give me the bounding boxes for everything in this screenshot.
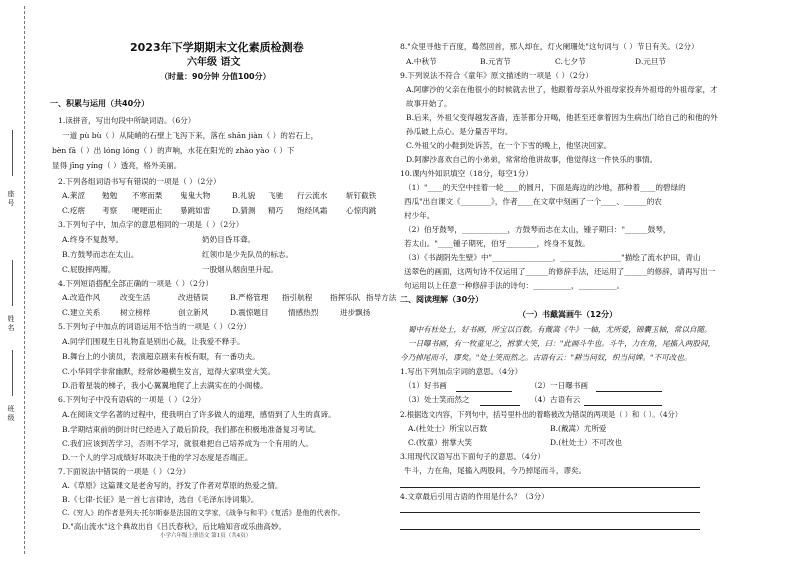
q8-option-a[interactable]: A.中秋节 bbox=[406, 57, 437, 66]
q9-option-c[interactable]: C.外祖父的小鞋到处诉苦，在一个下雪的晚上，他坚决回家。 bbox=[406, 141, 612, 150]
q9-option-a2: 故事开始了。 bbox=[406, 99, 452, 108]
passage-line3: 今乃掉尾而斗，谬矣。"处士笑而然之。古语有云："耕当问奴，织当问婢。"不可改也。 bbox=[400, 353, 692, 362]
q8-option-c[interactable]: C.七夕节 bbox=[555, 57, 586, 66]
q14-answer-line2[interactable] bbox=[400, 520, 700, 530]
q11-item1: （1）好书画 bbox=[404, 381, 447, 390]
q1-line3: 显得 jīng yíng（ ）透亮，格外美丽。 bbox=[52, 161, 182, 170]
passage-line1: 蜀中有杜处士，好书画，所宝以百数。有戴嵩《牛》一轴，尤所爱，锦囊玉轴，常以自随。 bbox=[408, 325, 712, 334]
q11-answer4[interactable] bbox=[584, 396, 662, 406]
q7-option-c[interactable]: C.《穷人》的作者是列夫·托尔斯泰是法国的文学家，《战争与和平》《复活》是他的代表作。 bbox=[62, 509, 345, 517]
q5-option-a[interactable]: A.同学们围观生日礼物直是别出心裁，让我爱不释手。 bbox=[62, 337, 245, 346]
q13-stem: 3.用现代汉语写出下面句子的意思。（4分） bbox=[400, 452, 545, 461]
passage-line2: 一日曝书画，有一牧童见之，拊掌大笑，曰："此画斗牛也。斗牛，力在角，尾搐入两股间， bbox=[408, 339, 716, 348]
q12-option-d[interactable]: D.(杜处士）不可改也 bbox=[550, 438, 622, 447]
q1-line1: 一道 pù bù（ ）从陡峭的石壁上飞泻下来，落在 shān jiàn（ ）的岩石上， bbox=[62, 131, 319, 140]
q6-option-c[interactable]: C.我们应该到苦学习，否则不学习，就很难把自己培养成为一个有用的人。 bbox=[62, 439, 313, 448]
name-blank[interactable] bbox=[12, 260, 13, 306]
q12-stem: 2.根据选文内容，下列句中，括号里朴出的着略被改为错误的两项是（ ）和（ ）。（4分） bbox=[400, 410, 682, 419]
binding-strip bbox=[0, 0, 46, 561]
q13-answer-line[interactable] bbox=[400, 478, 700, 488]
q10-line7[interactable]: 送翠色的画面，这两句诗不仅运用了______的修辞手法，还运用了______的修辞，请再写出一 bbox=[404, 267, 716, 276]
q14-stem: 4.文章最后引用古语的作用是什么？（3分） bbox=[400, 492, 549, 501]
q11-answer3[interactable] bbox=[480, 396, 520, 406]
q11-stem: 1.写出下列加点字词的意思。（4分） bbox=[400, 367, 523, 376]
exam-page: 座号 姓名 班级 2023年下学期期末文化素质检测卷 六年级 语文 （时量：90分钟 分值100分） 一、积累与运用（共40分） 1.读拼音，写出句段中所缺词语。（6分） 一道 pù bù（ ）从陡峭的石壁上飞泻下来，落在 shān jiàn（ ）的岩石上， bèn fā（ ）出 lóng lóng（ ）的声响，水花在阳光的 zhào yào（ ）下 显得 jīng yíng（ ）透亮，格外美丽。 2.下列各组词语书写有错误的一项是（ ）（2分） A.莱涩 勉勉 不寒而栗 鬼鬼大物 B.礼貌 飞驰 行云流水 斩钉截铁 C.疙瘩 考察 哽哽而止 暴跳如雷 D.猜测 精巧 饱经风霜 心惊肉跳 3.下列句子中，加点字的意思相同的一项是（ ）（2分） A.终身不复鼓琴。 奶奶目昏耳聋。 B.方鼓琴而志在太山。 红领巾是少先队员的标志。 C.屁股摔两瓣。 一股烟从烟囱里升起。 4.下列短语搭配全部正确的一项是（ ）（2分） A.改造作风 改变生活 改进错误 B.严格管理 指引航程 指挥乐队 指导方法 C.建立关系 树立榜样 创立新风 D.震惊题目 情感热烈 进步飘扬 5.下列句子中加点的词语运用不恰当的一项是（ ）（2分） A.同学们围观生日礼物直是别出心裁，让我爱不释手。 B.舞台上的小演员，表演超京剧来有板有眼，有一番功夫。 C.小华同学非常幽默，经常妙趣横生发言，逗得大家哄堂大笑。 D.沿着星装的梯子，我小心翼翼地爬了上去满实在的小阁楼。 6.下列句子中没有语病的一项是（ ）（2分） A.在阅读文学名著的过程中，使我明白了许多做人的道理，感悟到了人生的真谛。 B.学期结束前的倒计时已经进入了最后阶段，我们都在积极地准备复习考试。 C.我们应该到苦学习，否则不学习，就很难把自己培养成为一个有用的人。 D.一个人的学习成绩好坏取决于他的学习态度是否端正。 7.下面说法中错误的一项是（ ）（2分） A.《草原》这篇课文是老舍写的，抒发了作者对草原的热爱之情。 B.《七律·长征》是一首七言律诗，选自《毛泽东诗词集》。 C.《穷人》的作者是列夫·托尔斯泰是法国的文学家，《战争与和平》《复活》是他的代表作。 D."高山流水"这个典故出自《吕氏春秋》，后比喻知音或乐曲高妙。 小学六年级上册语文 第1页（共4页） 8."众里寻他千百度，蓦然回首，那人却在，灯火阑珊处"这句词与（ ）节日有关。（2分） A.中秋节 B.元宵节 C.七夕节 D.元旦节 9.下列说法不符合《童年》原文描述的一项是（ ）（2分） A.阿廖沙的父亲在他很小的时候就去世了，他跟着母亲从外祖母家投奔外祖母的外祖母家，才 故事开始了。 B.后来，外祖父变得越发吝啬，连茶都分开喝，他甚至还拿着因为生病出门给自己的和他的外 孙瓜破上点心。是分量否平均。 C.外祖父的小鞋到处诉苦，在一个下雪的晚上，他坚决回家。 D.阿廖沙喜欢自己的小弟弟，常常给他讲故事，他觉得这一件快乐的事情。 10.课内外知识填空（18分，每空1分） （1）"____的天空中挂着一轮____的圆月，下面是海边的沙地，都种着____的碧绿的 西瓜"出自课文《________》，作者____在文章中刻画了一个____、______的农 村少年。 （2）伯牙鼓琴，____________，方鼓琴而志在太山，锺子期曰："______鼓琴， 若太山。"____锺子期死，伯牙________，终身不复鼓。 （3）《书湖阴先生壁》中"________________，________________"描绘了流水护田，青山 送翠色的画面，这两句诗不仅运用了______的修辞手法，还运用了______的修辞，请再写出一 句运用以上任意一种修辞手法的诗句：__________，__________。 二、阅读理解（30分） （一）书戴嵩画牛（12分） 蜀中有杜处士，好书画，所宝以百数。有戴嵩《牛》一轴，尤所爱，锦囊玉轴，常以自随。 一日曝书画，有一牧童见之，拊掌大笑，曰："此画斗牛也。斗牛，力在角，尾搐入两股间， 今乃掉尾而斗，谬矣。"处士笑而然之。古语有云："耕当问奴，织当问婢。"不可改也。 1.写出下列加点字词的意思。（4分） （1）好书画 （2）一日曝书画 （3）处士笑而然之 （4）古语有云 2.根据选文内容，下列句中，括号里朴出的着略被改为错误的两项是（ ）和（ ）。（4分） A.(杜处士）所宝以百数 B.(戴嵩）尤所爱 C.(牧童）拊掌大笑 D.(杜处士）不可改也 3.用现代汉语写出下面句子的意思。（4分） 牛斗，力在角，尾搐入两股间，今乃掉尾而斗，谬矣。 4.文章最后引用古语的作用是什么？（3分） bbox=[0, 0, 794, 561]
q9-stem: 9.下列说法不符合《童年》原文描述的一项是（ ）（2分） bbox=[400, 71, 593, 80]
reading1-title: （一）书戴嵩画牛（12分） bbox=[518, 310, 618, 319]
exam-title: 2023年下学期期末文化素质检测卷 bbox=[130, 41, 304, 54]
seat-label: 座号 bbox=[7, 190, 15, 208]
q10-line1[interactable]: （1）"____的天空中挂着一轮____的圆月，下面是海边的沙地，都种着____的碧绿的 bbox=[404, 183, 686, 192]
q10-line2[interactable]: 西瓜"出自课文《________》，作者____在文章中刻画了一个____、______的农 bbox=[404, 197, 662, 206]
q12-option-c[interactable]: C.(牧童）拊掌大笑 bbox=[408, 438, 473, 447]
q11-item3: （3）处士笑而然之 bbox=[404, 395, 470, 404]
q6-option-a[interactable]: A.在阅读文学名著的过程中，使我明白了许多做人的道理，感悟到了人生的真谛。 bbox=[62, 410, 336, 419]
q11-item4: （4）古语有云 bbox=[530, 395, 581, 404]
section1-title: 一、积累与运用（共40分） bbox=[50, 99, 150, 108]
q10-line4[interactable]: （2）伯牙鼓琴，____________，方鼓琴而志在太山，锺子期曰："______鼓琴， bbox=[404, 225, 671, 234]
q11-item2: （2）一日曝书画 bbox=[530, 381, 588, 390]
seat-blank[interactable] bbox=[12, 130, 13, 176]
name-label: 姓名 bbox=[7, 315, 15, 333]
q9-option-a1[interactable]: A.阿廖沙的父亲在他很小的时候就去世了，他跟着母亲从外祖母家投奔外祖母的外祖母家，才 bbox=[406, 85, 718, 94]
class-blank[interactable] bbox=[12, 350, 13, 396]
q10-stem: 10.课内外知识填空（18分，每空1分） bbox=[400, 169, 533, 178]
q10-line8[interactable]: 句运用以上任意一种修辞手法的诗句：__________，__________。 bbox=[404, 281, 625, 290]
exam-subject: 六年级 语文 bbox=[187, 57, 241, 68]
q6-stem: 6.下列句子中没有语病的一项是（ ）（2分） bbox=[58, 395, 206, 404]
q5-option-d[interactable]: D.沿着星装的梯子，我小心翼翼地爬了上去满实在的小阁楼。 bbox=[62, 381, 268, 390]
q10-line3: 村少年。 bbox=[404, 211, 435, 220]
q7-option-d[interactable]: D."高山流水"这个典故出自《吕氏春秋》，后比喻知音或乐曲高妙。 bbox=[62, 522, 287, 531]
q6-option-b[interactable]: B.学期结束前的倒计时已经进入了最后阶段，我们都在积极地准备复习考试。 bbox=[62, 425, 321, 434]
q7-option-b[interactable]: B.《七律·长征》是一首七言律诗，选自《毛泽东诗词集》。 bbox=[62, 495, 259, 504]
q9-option-b2: 孙瓜破上点心。是分量否平均。 bbox=[406, 127, 513, 136]
q1-line2: bèn fā（ ）出 lóng lóng（ ）的声响，水花在阳光的 zhào yào（ ）下 bbox=[52, 146, 295, 155]
q7-option-a[interactable]: A.《草原》这篇课文是老舍写的，抒发了作者对草原的热爱之情。 bbox=[62, 481, 283, 490]
q5-option-c[interactable]: C.小华同学非常幽默，经常妙趣横生发言，逗得大家哄堂大笑。 bbox=[62, 367, 275, 376]
q5-option-b[interactable]: B.舞台上的小演员，表演超京剧来有板有眼，有一番功夫。 bbox=[62, 352, 260, 361]
q13-text: 牛斗，力在角，尾搐入两股间，今乃掉尾而斗，谬矣。 bbox=[404, 466, 587, 475]
q10-line5[interactable]: 若太山。"____锺子期死，伯牙________，终身不复鼓。 bbox=[404, 239, 590, 248]
q9-option-d[interactable]: D.阿廖沙喜欢自己的小弟弟，常常给他讲故事，他觉得这一件快乐的事情。 bbox=[406, 155, 658, 164]
q8-option-d[interactable]: D.元旦节 bbox=[635, 57, 667, 66]
q12-option-a[interactable]: A.(杜处士）所宝以百数 bbox=[408, 424, 488, 433]
page-footer: 小学六年级上册语文 第1页（共4页） bbox=[160, 533, 252, 539]
q5-stem: 5.下列句子中加点的词语运用不恰当的一项是（ ）（2分） bbox=[58, 322, 251, 331]
q7-stem: 7.下面说法中错误的一项是（ ）（2分） bbox=[58, 467, 191, 476]
q11-answer1[interactable] bbox=[456, 382, 512, 392]
binding-dashed-line bbox=[24, 6, 25, 554]
q14-answer-line1[interactable] bbox=[400, 503, 700, 513]
class-label: 班级 bbox=[7, 405, 15, 423]
q9-option-b1[interactable]: B.后来，外祖父变得越发吝啬，连茶都分开喝，他甚至还拿着因为生病出门给自己的和他的外 bbox=[406, 113, 718, 122]
q8-option-b[interactable]: B.元宵节 bbox=[480, 57, 511, 66]
q4-stem: 4.下列短语搭配全部正确的一项是（ ）（2分） bbox=[58, 279, 213, 288]
exam-meta: （时量：90分钟 分值100分） bbox=[160, 72, 271, 81]
q6-option-d[interactable]: D.一个人的学习成绩好坏取决于他的学习态度是否端正。 bbox=[62, 453, 253, 462]
q11-answer2[interactable] bbox=[596, 382, 662, 392]
q12-option-b[interactable]: B.(戴嵩）尤所爱 bbox=[550, 424, 607, 433]
q3-stem: 3.下列句子中，加点字的意思相同的一项是（ ）（2分） bbox=[58, 220, 244, 229]
q8-stem: 8."众里寻他千百度，蓦然回首，那人却在，灯火阑珊处"这句词与（ ）节日有关。（2分） bbox=[400, 42, 699, 51]
q1-stem: 1.读拼音，写出句段中所缺词语。（6分） bbox=[58, 116, 196, 125]
section2-title: 二、阅读理解（30分） bbox=[400, 295, 484, 304]
q10-line6[interactable]: （3）《书湖阴先生壁》中"________________，________________"描绘了流水护田，青山 bbox=[404, 253, 701, 262]
q2-stem: 2.下列各组词语书写有错误的一项是（ ）（2分） bbox=[58, 177, 221, 186]
